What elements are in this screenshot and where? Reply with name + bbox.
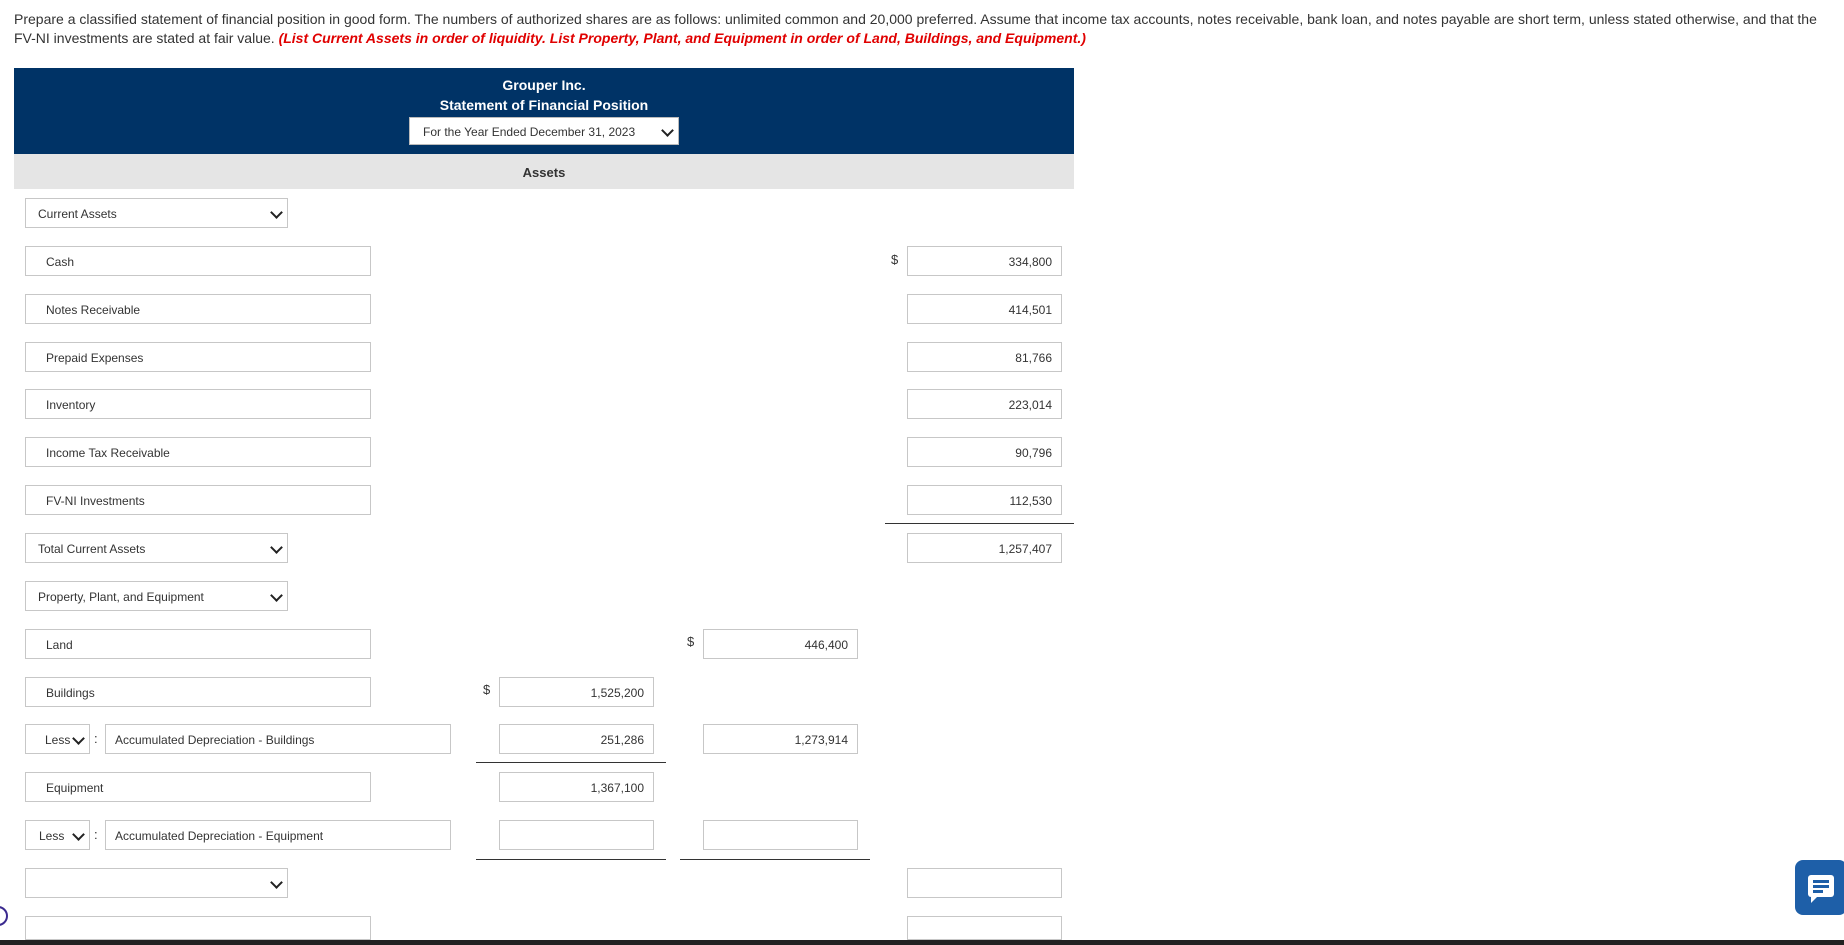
assets-section-header — [14, 154, 1074, 189]
dollar-sign: $ — [483, 682, 491, 697]
last-row-label-field[interactable] — [25, 916, 371, 940]
cash-amount-field[interactable]: 334,800 — [907, 246, 1062, 276]
inventory-label-field[interactable]: Inventory — [25, 389, 371, 419]
instructions — [14, 10, 1830, 48]
chevron-down-icon — [661, 124, 674, 137]
dollar-sign: $ — [687, 634, 695, 649]
fvni-investments-amount-field[interactable]: 112,530 — [907, 485, 1062, 515]
chat-button[interactable] — [1795, 860, 1844, 915]
chevron-down-icon — [270, 876, 283, 889]
circle-icon — [0, 906, 8, 926]
chevron-down-icon — [72, 732, 85, 745]
current-assets-heading-select[interactable]: Current Assets — [25, 198, 288, 228]
next-row-select[interactable] — [25, 868, 288, 898]
prepaid-expenses-amount-field[interactable]: 81,766 — [907, 342, 1062, 372]
equipment-net-amount-field[interactable] — [703, 820, 858, 850]
notes-receivable-label-field[interactable]: Notes Receivable — [25, 294, 371, 324]
instructions-emphasis: (List Current Assets in order of liquidity. List Property, Plant, and Equipment in order of Land, Buildings, and Equipment.) — [278, 30, 1086, 46]
ppe-heading-select[interactable]: Property, Plant, and Equipment — [25, 581, 288, 611]
period-select-value: For the Year Ended December 31, 2023 — [423, 125, 636, 139]
dollar-sign: $ — [891, 252, 899, 267]
buildings-cost-field[interactable]: 1,525,200 — [499, 677, 654, 707]
bottom-bar — [0, 940, 1844, 945]
acc-dep-equipment-amount-field[interactable] — [499, 820, 654, 850]
period-select[interactable] — [409, 117, 679, 145]
subtotal-rule — [476, 762, 666, 763]
fvni-investments-label-field[interactable]: FV-NI Investments — [25, 485, 371, 515]
last-row-amount-field[interactable] — [907, 916, 1062, 940]
acc-dep-buildings-label-field[interactable]: Accumulated Depreciation - Buildings — [105, 724, 451, 754]
colon-separator: : — [94, 731, 98, 746]
chevron-down-icon — [270, 206, 283, 219]
chevron-down-icon — [270, 541, 283, 554]
colon-separator: : — [94, 827, 98, 842]
subtotal-rule — [680, 859, 870, 860]
chevron-down-icon — [72, 828, 85, 841]
inventory-amount-field[interactable]: 223,014 — [907, 389, 1062, 419]
total-current-assets-amount-field[interactable]: 1,257,407 — [907, 533, 1062, 563]
next-row-amount-field[interactable] — [907, 868, 1062, 898]
company-name: Grouper Inc. — [502, 77, 586, 93]
statement-header — [14, 68, 1074, 154]
subtotal-rule — [885, 523, 1074, 524]
buildings-net-amount-field[interactable]: 1,273,914 — [703, 724, 858, 754]
equipment-label-field[interactable]: Equipment — [25, 772, 371, 802]
income-tax-receivable-label-field[interactable]: Income Tax Receivable — [25, 437, 371, 467]
land-label-field[interactable]: Land — [25, 629, 371, 659]
land-amount-field[interactable]: 446,400 — [703, 629, 858, 659]
subtotal-rule — [476, 859, 666, 860]
chat-icon — [1808, 875, 1834, 897]
equipment-less-select[interactable]: Less — [25, 820, 90, 850]
income-tax-receivable-amount-field[interactable]: 90,796 — [907, 437, 1062, 467]
buildings-less-select[interactable]: Less — [25, 724, 90, 754]
buildings-label-field[interactable]: Buildings — [25, 677, 371, 707]
statement-title: Statement of Financial Position — [439, 97, 649, 113]
chevron-down-icon — [270, 589, 283, 602]
notes-receivable-amount-field[interactable]: 414,501 — [907, 294, 1062, 324]
acc-dep-buildings-amount-field[interactable]: 251,286 — [499, 724, 654, 754]
instructions-text: Prepare a classified statement of financial position in good form. The numbers of authorized shares are as follows: unlimited common and 20,000 preferred. Assume that income tax accounts, notes receivable, bank loan, and notes payable are short term, unless stated otherwise, and that the FV-NI investments are stated at fair value. — [14, 11, 1817, 46]
equipment-cost-field[interactable]: 1,367,100 — [499, 772, 654, 802]
cash-label-field[interactable]: Cash — [25, 246, 371, 276]
total-current-assets-select[interactable]: Total Current Assets — [25, 533, 288, 563]
assets-title: Assets — [522, 165, 566, 180]
acc-dep-equipment-label-field[interactable]: Accumulated Depreciation - Equipment — [105, 820, 451, 850]
prepaid-expenses-label-field[interactable]: Prepaid Expenses — [25, 342, 371, 372]
